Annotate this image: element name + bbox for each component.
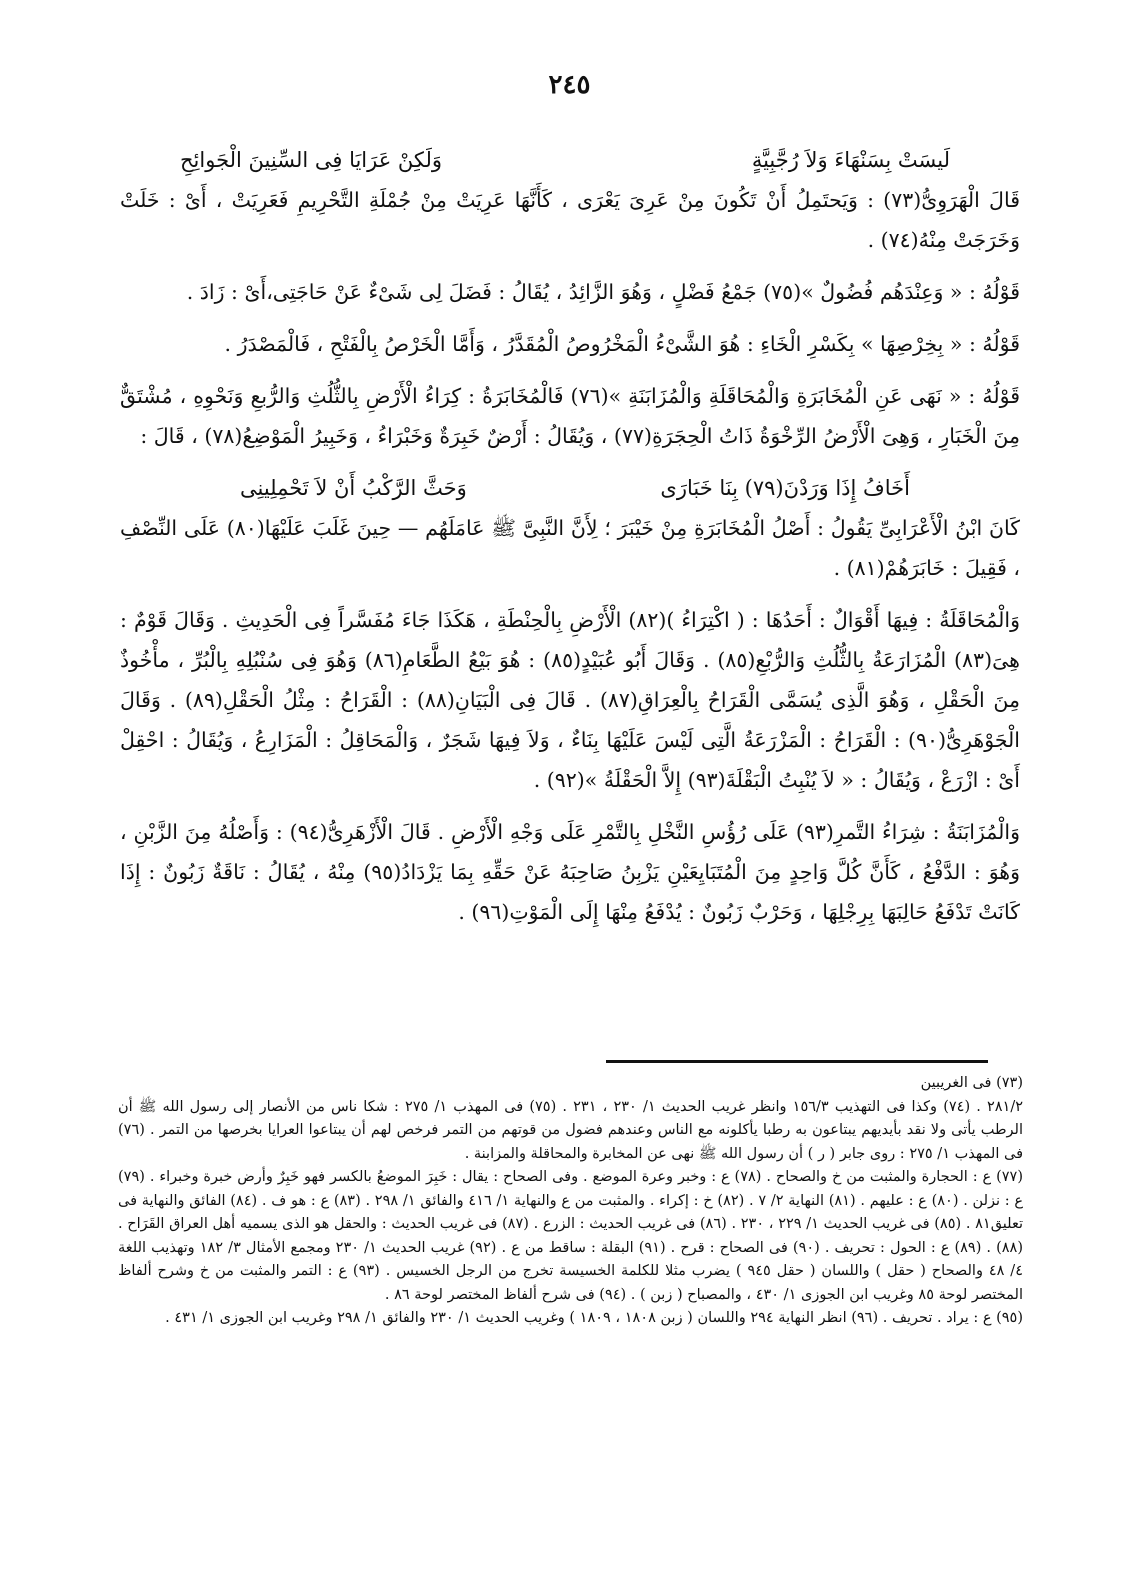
footnote-line: (٧٧) ع : الحجارة والمثبت من خ والصحاح . (٧٨) ع : وخبر وعرة الموضع . وفى الصحاح : يقال : خَبِرَ الموضعُ بالكسر فهو خَبِرٌ وأرض خبرة وخبراء . (٧٩) ع : نزلن . (٨٠) ع : عليهم . (٨١) النهاية ٢/ ٧ . (٨٢) خ : إكراء . والمثبت من ع والنهاية ١/ ٤١٦ والفائق ١/ ٢٩٨ . (٨٣) ع : هو ف . (٨٤) الفائق والنهاية فى تعليق٨١ . (٨٥) فى غريب الحديث ١/ ٢٢٩ ، ٢٣٠ . (٨٦) فى غريب الحديث : الزرع . (٨٧) فى غريب الحديث : والحقل هو الذى يسميه أهل العراق القَرَاح . (٨٨) . (٨٩) ع : الحول : تحريف . (٩٠) فى الصحاح : قرح . (٩١) البقلة : ساقط من ع . (٩٢) غريب الحديث ١/ ٢٣٠ ومجمع الأمثال ٣/ ١٨٢ وتهذيب اللغة ٤/ ٤٨ والصحاح ( حقل ) واللسان ( حقل ٩٤٥ ) يضرب مثلا للكلمة الخسيسة تخرج من الرجل الخسيس . (٩٣) ع : التمر والمثبت من خ وشرح ألفاظ المختصر لوحة ٨٥ وغريب ابن الجوزى ١/ ٤٣٠ ، والمصباح ( زبن ) . (٩٤) فى شرح ألفاظ المختصر لوحة ٨٦ . [118,1169,1024,1303]
poetry-verse-2 [120,468,1020,508]
footnote-line: (٧٣) فى الغريبين [920,1075,1023,1091]
footnotes [118,1072,1023,1331]
footnote-line: (٩٥) ع : يراد . تحريف . (٩٦) انظر النهاية ٢٩٤ واللسان ( زبن ١٨٠٨ ، ١٨٠٩ ) وغريب الحديث ١/ ٢٣٠ والفائق ١/ ٢٩٨ وغريب ابن الجوزى ١/ ٤٣١ . [165,1310,1023,1326]
paragraph-mukhabara: قَوْلُهُ : « نَهَى عَنِ الْمُخَابَرَةِ وَالْمُحَاقَلَةِ وَالْمُزَابَنَةِ »(٧٦) فَالْمُخَابَرَةُ : كِرَاءُ الْأَرْضِ بِالثُّلُثِ وَالرُّبعِ وَنَحْوِهِ ، مُشْتَقٌّ مِنَ الْخَبَارِ ، وَهِىَ الْأَرْضُ الرِّخْوَةُ ذَاتُ الْحِجَرَةِ(٧٧) ، وَيُقَالُ : أَرْضٌ خَبِرَةٌ وَخَبْرَاءُ ، وَخَبِيرُ الْمَوْضِعُ(٧٨) ، قَالَ : [120,384,1020,448]
paragraph-khirs: قَوْلُهُ : « بِخِرْصِهَا » بِكَسْرِ الْخَاءِ : هُوَ الشَّىْءُ الْمَخْرُوصُ الْمُقَدَّرُ ، وَأَمَّا الْخَرْصُ بِالْفَتْحِ ، فَالْمَصْدَرُ . [224,332,1020,356]
paragraph-herawi: قَالَ الْهَرَوِىُّ(٧٣) : وَيَحتَمِلُ أَنْ تَكُونَ مِنْ عَرِىَ يَعْرَى ، كَأَنَّهَا عَرِيَتْ مِنْ جُمْلَةِ التَّحْرِيمِ فَعَرِيَتْ ، أَىْ : خَلَتْ وَخَرَجَتْ مِنْهُ(٧٤) . [120,188,1020,252]
paragraph-fudul: قَوْلُهُ : « وَعِنْدَهُم فُضُولٌ »(٧٥) جَمْعُ فَضْلٍ ، وَهُوَ الزَّائِدُ ، يُقَالُ : فَضَلَ لِى شَىْءٌ عَنْ حَاجَتِى،أَىْ : زَادَ . [186,280,1020,304]
verse-2-first-hemistich: أَخَافُ إِذَا وَرَدْنَ(٧٩) بِنَا خَبَارَى [660,476,910,500]
footnote-line: ٢٨١/٢ . (٧٤) وكذا فى التهذيب ١٥٦/٣ وانظر غريب الحديث ١/ ٢٣٠ ، ٢٣١ . (٧٥) فى المهذب ١/ ٢٧٥ : شكا ناس من الأنصار إلى رسول الله ﷺ أن الرطب يأتى ولا نقد بأيديهم يبتاعون به رطبا يأكلونه مع الناس وعندهم فضول من قوتهم من التمر فرخص لهم أن يبتاعوا العرايا بخرصها من التمر . (٧٦) فى المهذب ١/ ٢٧٥ : روى جابر ( ر ) أن رسول الله ﷺ نهى عن المخابرة والمحاقلة والمزابنة . [118,1098,1024,1162]
verse-2-second-hemistich: وَحَثَّ الرَّكْبُ أَنْ لاَ تَحْمِلِينِى [240,476,467,500]
verse-1-second-hemistich: وَلَكِنْ عَرَايَا فِى السِّنِينَ الْجَوائِحِ [180,148,443,172]
poetry-verse-1 [120,140,1020,180]
paragraph-ibn-arabi: كَانَ ابْنُ الْأَعْرَابِىِّ يَقُولُ : أَصْلُ الْمُخَابَرَةِ مِنْ خَيْبَرَ ؛ لِأَنَّ النَّبِىَّ ﷺ عَامَلَهُم — حِينَ غَلَبَ عَلَيْهَا(٨٠) عَلَى النِّصْفِ ، فَقِيلَ : خَابَرَهُمْ(٨١) . [120,516,1021,580]
verse-1-first-hemistich: لَيسَتْ بِسَنْهَاءَ وَلاَ رُجَّبِيَّةٍ [751,148,950,172]
main-text [120,140,1020,944]
footnote-divider [606,1060,988,1063]
paragraph-muhaqala: وَالْمُحَاقَلَةُ : فِيهَا أَقْوَالٌ : أَحَدُهَا : ( اكْتِرَاءُ )(٨٢) الْأَرْضِ بِالْحِنْطَةِ ، هَكَذَا جَاءَ مُفَسَّراً فِى الْحَدِيثِ . وَقَالَ قَوْمٌ : هِىَ(٨٣) الْمُزَارَعَةُ بِالثُّلُثِ وَالرُّبْعِ(٨٥) . وَقَالَ أَبُو عُبَيْدٍ(٨٥) : هُوَ بَيْعُ الطَّعَامِ(٨٦) وَهُوَ فِى سُنْبُلِهِ بِالْبُرِّ ، مأْخُوذٌ مِنَ الْحَقْلِ ، وَهُوَ الَّذِى يُسَمَّى الْقَرَاحُ بِالْعِرَاقِ(٨٧) . قَالَ فِى الْبَيَانِ(٨٨) : الْقَرَاحُ : مِثْلُ الْحَقْلِ(٨٩) . وَقَالَ الْجَوْهَرِىُّ(٩٠) : الْقَرَاحُ : الْمَزْرَعَةُ الَّتِى لَيْسَ عَلَيْهَا بِنَاءٌ ، وَلاَ فِيهَا شَجَرٌ ، وَالْمَحَاقِلُ : الْمَزَارِعُ ، وَيُقَالُ : احْقِلْ أَىْ : ازْرَعْ ، وَيُقَالُ : « لاَ يُنْبِتُ الْبَقْلَةَ(٩٣) إِلاَّ الْحَقْلَةُ »(٩٢) . [120,608,1020,792]
page-number: ٢٤٥ [548,70,591,100]
paragraph-muzabana: وَالْمُزَابَنَةُ : شِرَاءُ التَّمرِ(٩٣) عَلَى رُؤُسِ النَّخْلِ بِالتَّمْرِ عَلَى وَجْهِ الْأَرْضِ . قَالَ الْأَزْهَرِىُّ(٩٤) : وَأَصْلُهُ مِنَ الزَّبْنِ ، وَهُوَ : الدَّفْعُ ، كَأَنَّ كُلَّ وَاحِدٍ مِنَ الْمُتَبَايِعَيْنِ يَزْبِنُ صَاحِبَهُ عَنْ حَقِّهِ بِمَا يَزْدَادُ(٩٥) مِنْهُ ، يُقَالُ : نَاقَةٌ زَبُونٌ : إِذَا كَانَتْ تَدْفَعُ حَالِبَهَا بِرِجْلِهَا ، وَحَرْبٌ زَبُونٌ : يُدْفَعُ مِنْهَا إِلَى الْمَوْتِ(٩٦) . [120,820,1020,924]
